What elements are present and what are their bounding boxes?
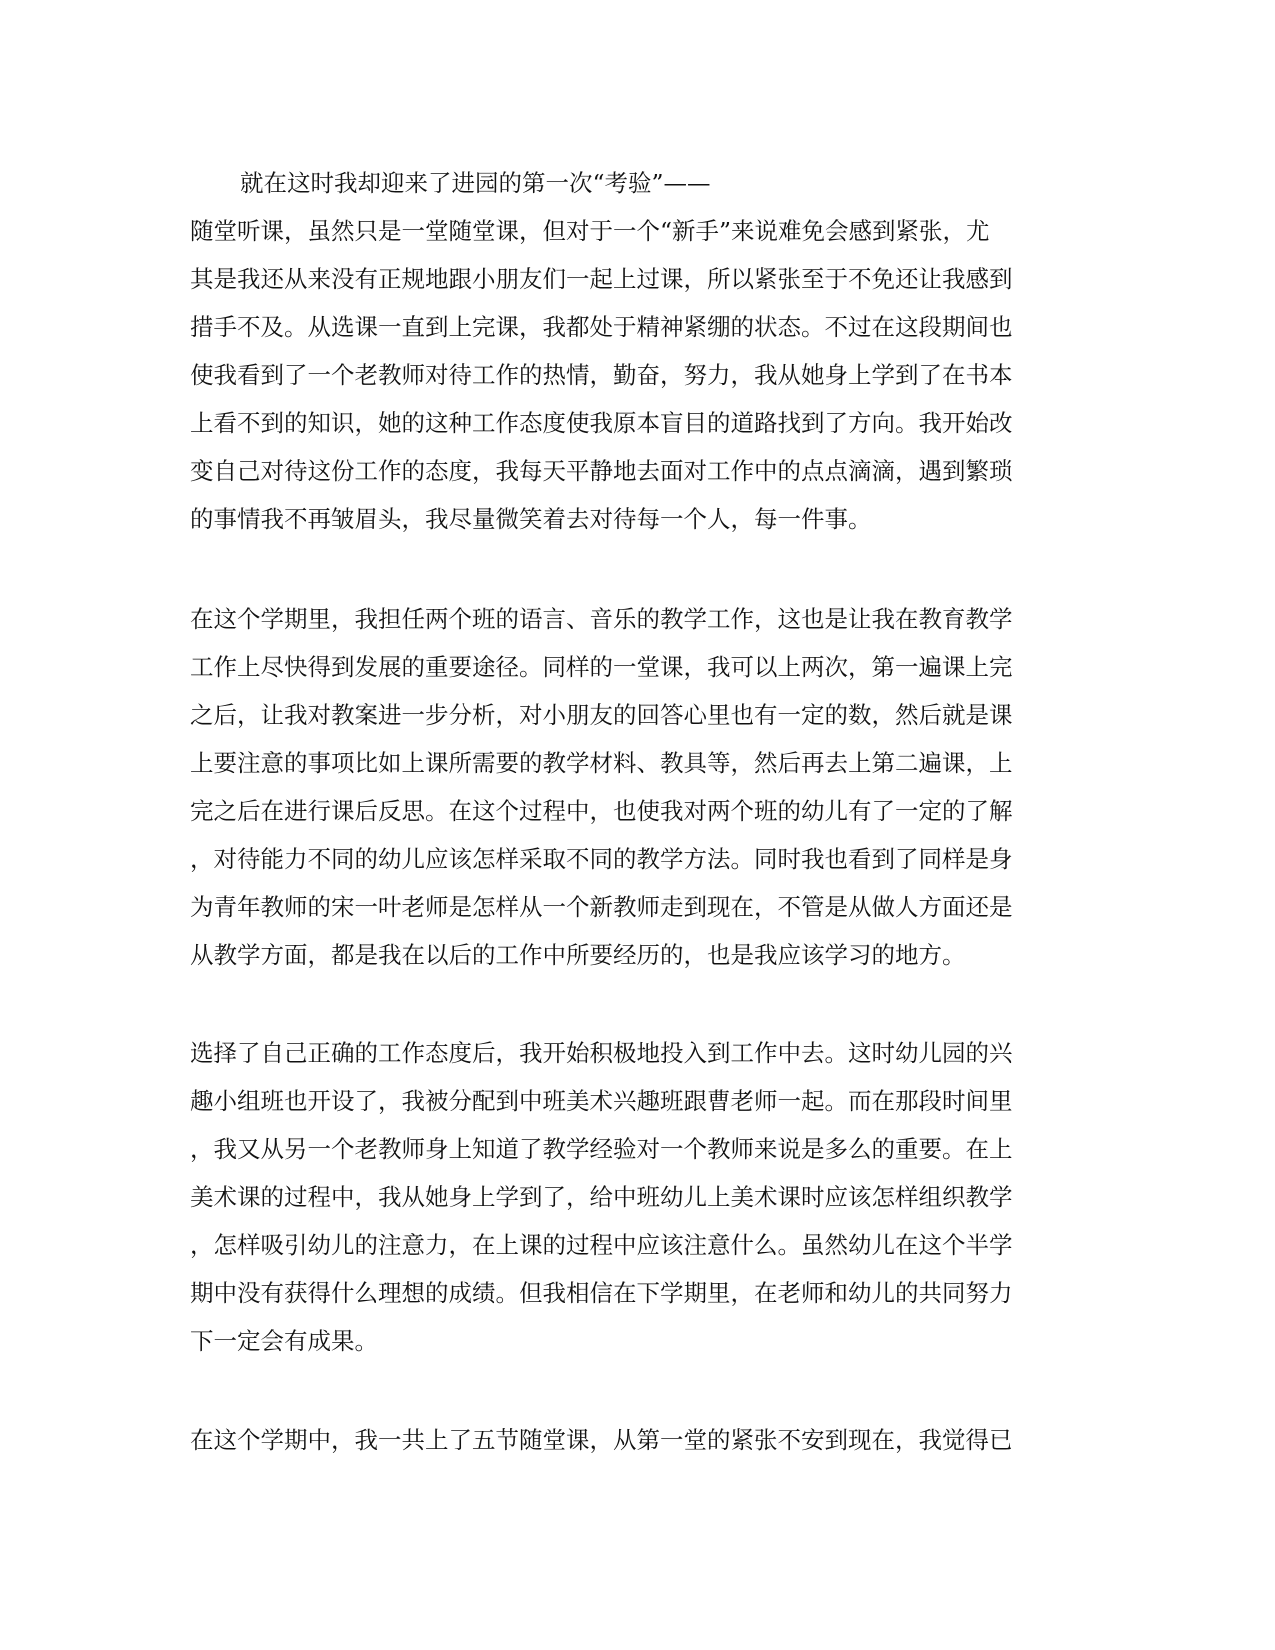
paragraph-line: 工作上尽快得到发展的重要途径。同样的一堂课，我可以上两次，第一遍课上完 xyxy=(190,653,1013,681)
paragraph-line: 上看不到的知识，她的这种工作态度使我原本盲目的道路找到了方向。我开始改 xyxy=(190,409,1013,437)
paragraph-line: 选择了自己正确的工作态度后，我开始积极地投入到工作中去。这时幼儿园的兴 xyxy=(190,1039,1013,1067)
paragraph-line: 措手不及。从选课一直到上完课，我都处于精神紧绷的状态。不过在这段期间也 xyxy=(190,313,1013,341)
paragraph-line: ，对待能力不同的幼儿应该怎样采取不同的教学方法。同时我也看到了同样是身 xyxy=(190,845,1013,873)
paragraph-line: 完之后在进行课后反思。在这个过程中，也使我对两个班的幼儿有了一定的了解 xyxy=(190,797,1013,825)
paragraph-line: 从教学方面，都是我在以后的工作中所要经历的，也是我应该学习的地方。 xyxy=(190,941,966,969)
paragraph-line: 在这个学期里，我担任两个班的语言、音乐的教学工作，这也是让我在教育教学 xyxy=(190,605,1013,633)
paragraph-line: 之后，让我对教案进一步分析，对小朋友的回答心里也有一定的数，然后就是课 xyxy=(190,701,1013,729)
paragraph-line: 美术课的过程中，我从她身上学到了，给中班幼儿上美术课时应该怎样组织教学 xyxy=(190,1183,1013,1211)
paragraph-line: ，怎样吸引幼儿的注意力，在上课的过程中应该注意什么。虽然幼儿在这个半学 xyxy=(190,1231,1013,1259)
paragraph-line: 上要注意的事项比如上课所需要的教学材料、教具等，然后再去上第二遍课，上 xyxy=(190,749,1013,777)
paragraph-line: 下一定会有成果。 xyxy=(190,1327,378,1355)
paragraph-line: 期中没有获得什么理想的成绩。但我相信在下学期里，在老师和幼儿的共同努力 xyxy=(190,1279,1013,1307)
paragraph-line: 趣小组班也开设了，我被分配到中班美术兴趣班跟曹老师一起。而在那段时间里 xyxy=(190,1087,1013,1115)
paragraph-line: 随堂听课，虽然只是一堂随堂课，但对于一个“新手”来说难免会感到紧张，尤 xyxy=(190,217,990,245)
paragraph-line: 其是我还从来没有正规地跟小朋友们一起上过课，所以紧张至于不免还让我感到 xyxy=(190,265,1013,293)
paragraph xyxy=(190,595,1070,979)
paragraph xyxy=(190,1029,1070,1365)
paragraph xyxy=(190,159,1070,543)
paragraph-line: 在这个学期中，我一共上了五节随堂课，从第一堂的紧张不安到现在，我觉得已 xyxy=(190,1426,1013,1454)
paragraph-line: 为青年教师的宋一叶老师是怎样从一个新教师走到现在，不管是从做人方面还是 xyxy=(190,893,1013,921)
paragraph-line: 的事情我不再皱眉头，我尽量微笑着去对待每一个人，每一件事。 xyxy=(190,505,872,533)
paragraph-line: 就在这时我却迎来了进园的第一次“考验”—— xyxy=(240,169,711,197)
paragraph-line: 使我看到了一个老教师对待工作的热情，勤奋，努力，我从她身上学到了在书本 xyxy=(190,361,1013,389)
paragraph xyxy=(190,1416,1070,1464)
paragraph-line: ，我又从另一个老教师身上知道了教学经验对一个教师来说是多么的重要。在上 xyxy=(190,1135,1013,1163)
paragraph-line: 变自己对待这份工作的态度，我每天平静地去面对工作中的点点滴滴，遇到繁琐 xyxy=(190,457,1013,485)
